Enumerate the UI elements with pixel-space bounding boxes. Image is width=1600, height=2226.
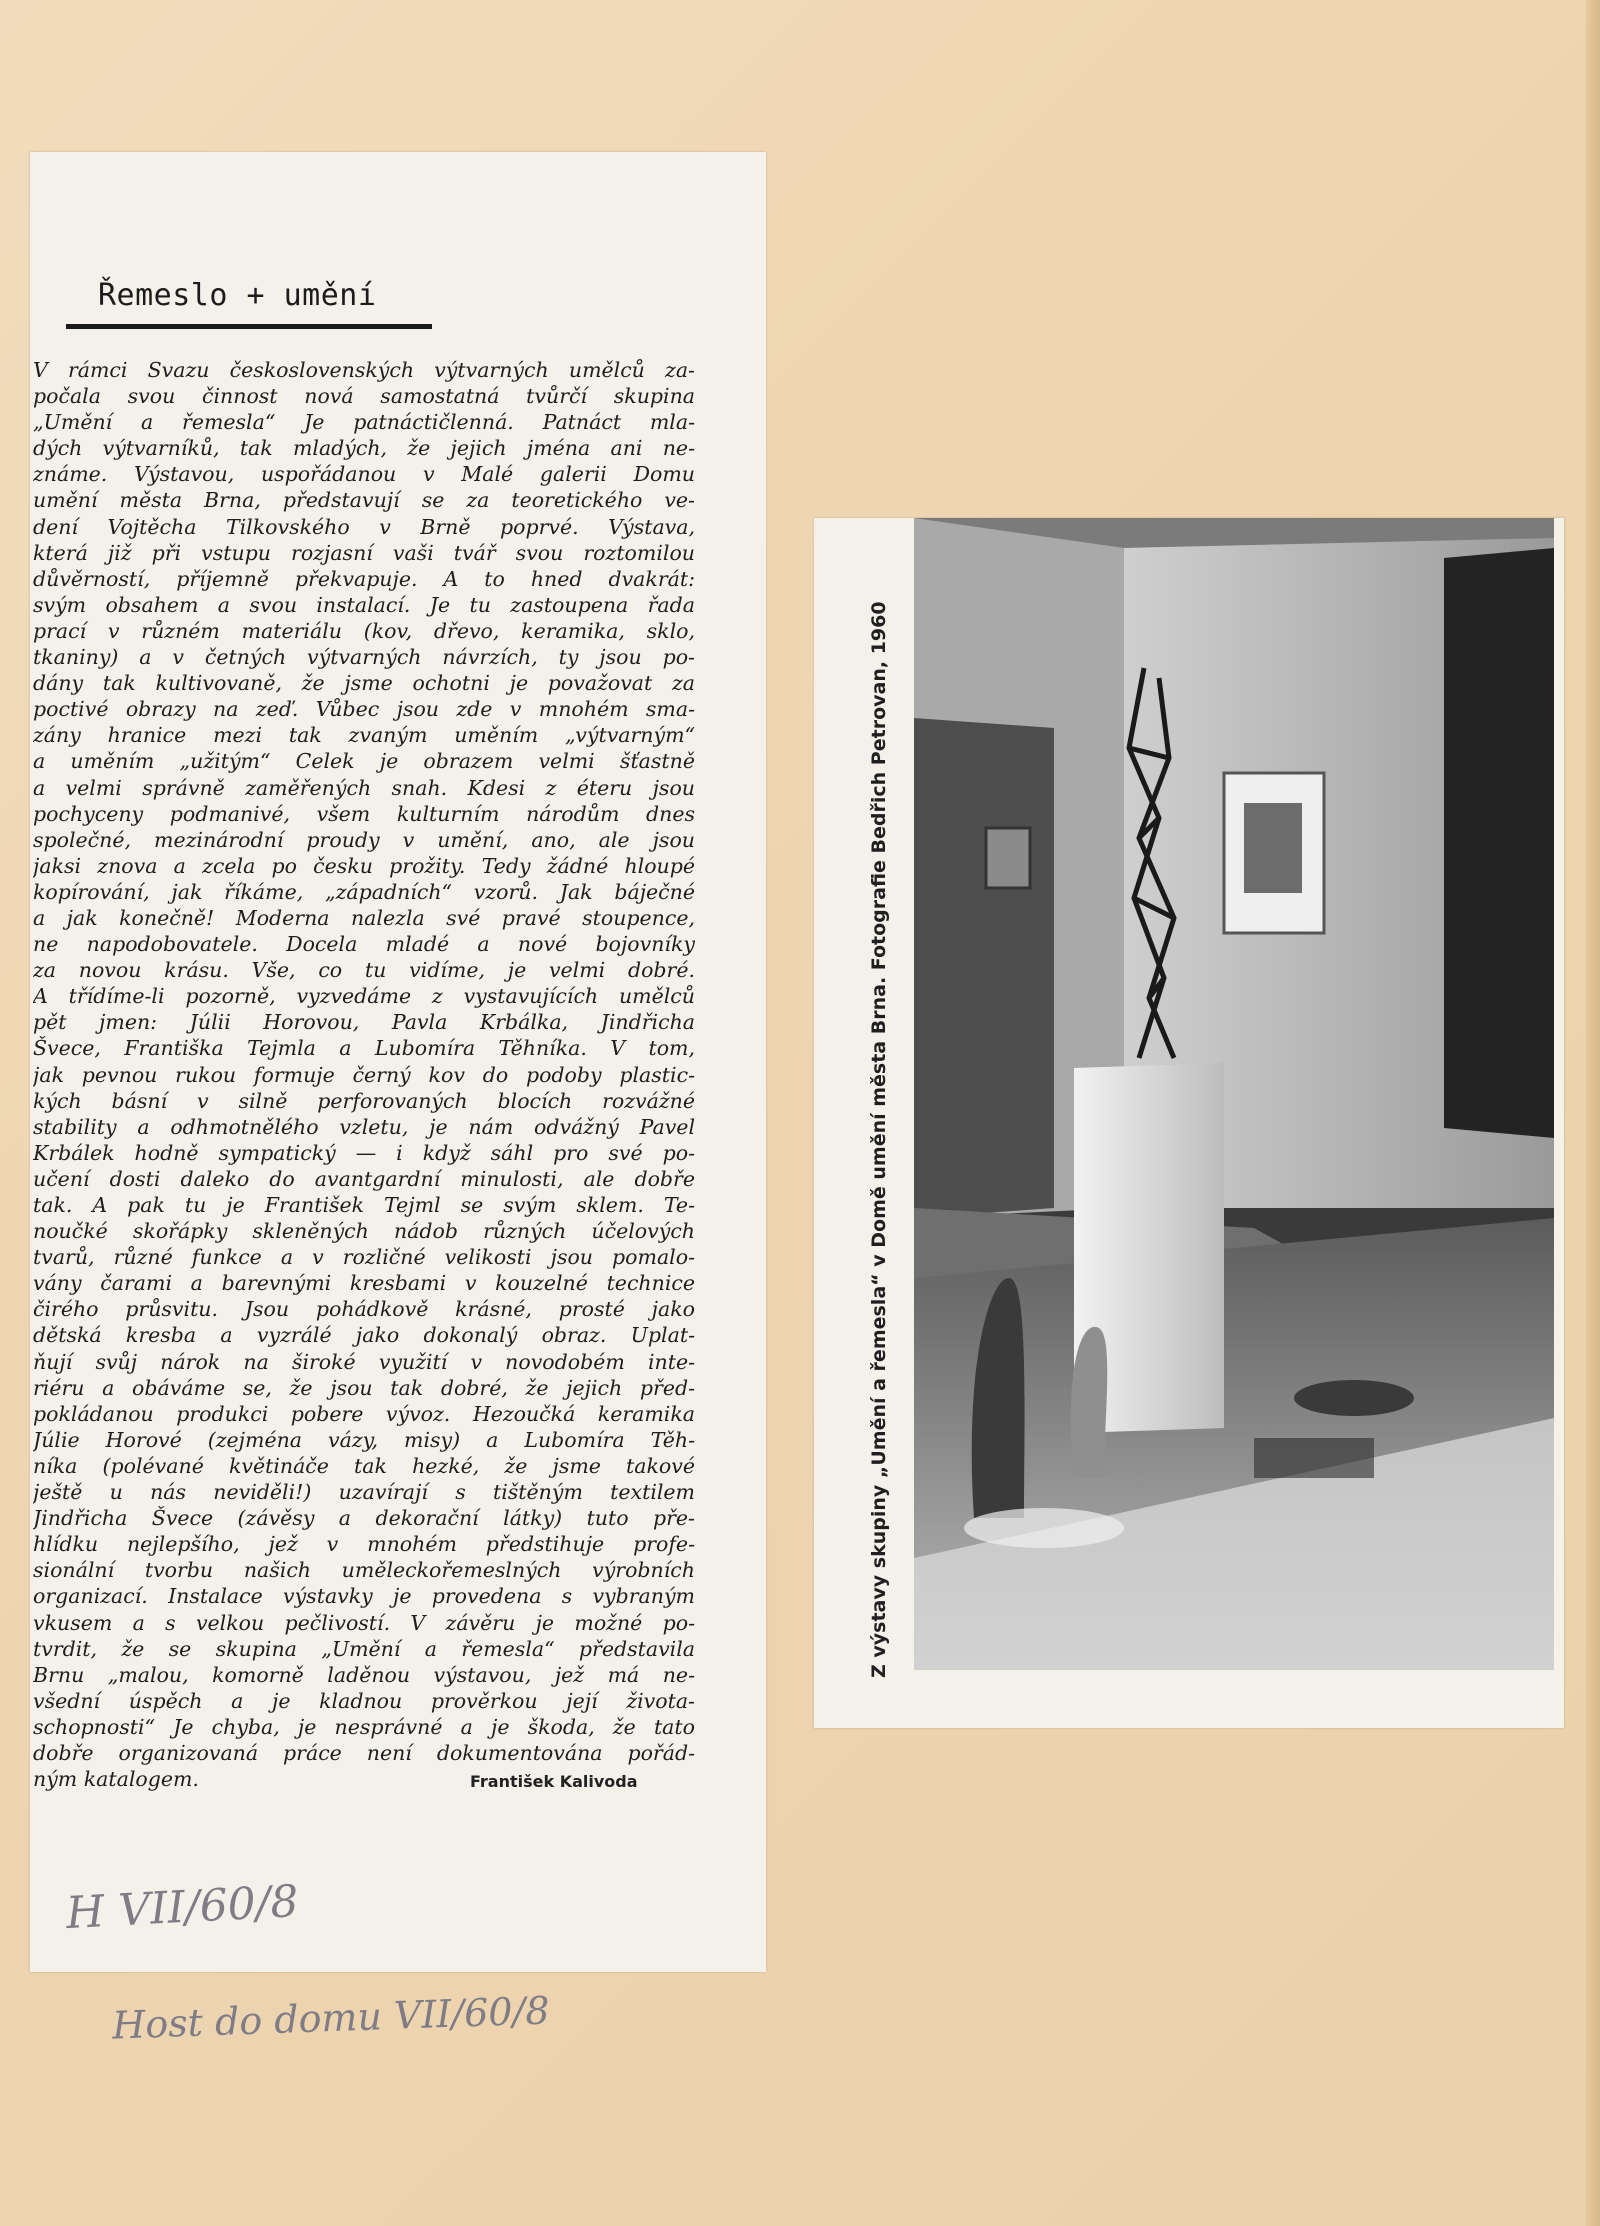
article-line: stability a odhmotnělého vzletu, je nám odvážný Pavel <box>33 1114 695 1139</box>
article-line: důvěrností, příjemně překvapuje. A to hned dvakrát: <box>33 566 695 591</box>
article-title: Řemeslo + umění <box>98 278 377 313</box>
article-line: ným katalogem. <box>33 1767 199 1792</box>
article-line: všední úspěch a je kladnou prověrkou její života- <box>33 1688 695 1713</box>
article-line: V rámci Svazu československých výtvarných umělců za- <box>33 358 695 382</box>
article-line: ještě u nás neviděli!) uzavírají s tištěným textilem <box>33 1480 695 1505</box>
article-line: tkaniny) a v četných výtvarných návrzích, ty jsou po- <box>33 645 695 670</box>
article-line: ňují svůj nárok na široké využití v novodobém inte- <box>33 1349 695 1374</box>
article-line: tvarů, různé funkce a v rozličné velikosti jsou pomalo- <box>33 1245 695 1270</box>
article-line: tvrdit, že se skupina „Umění a řemesla“ představila <box>33 1636 695 1661</box>
handwritten-clipping-note: H VII/60/8 <box>64 1875 300 1940</box>
article-line: „Umění a řemesla“ Je patnáctičlenná. Patnáct mla- <box>33 410 695 435</box>
article-line: A třídíme-li pozorně, vyzvedáme z vystavujících umělců <box>33 984 695 1009</box>
article-line: schopnosti“ Je chyba, je nesprávné a je škoda, že tato <box>33 1714 695 1739</box>
article-line: jaksi znova a zcela po česku prožity. Tedy žádné hloupé <box>33 853 695 878</box>
article-line: organizací. Instalace výstavky je provedena s vybraným <box>33 1584 695 1609</box>
article-line: Krbálek hodně sympatický — i když sáhl pro své po- <box>33 1140 695 1165</box>
article-line: prací v různém materiálu (kov, dřevo, keramika, sklo, <box>33 618 695 643</box>
exhibition-photo <box>914 518 1554 1670</box>
article-line: a jak konečně! Moderna nalezla své pravé stoupence, <box>33 905 695 930</box>
article-line: která již při vstupu rozjasní vaši tvář svou roztomilou <box>33 540 695 565</box>
article-line: dány tak kultivovaně, že jsme ochotni je považovat za <box>33 671 695 696</box>
article-line: pokládanou produkci pobere vývoz. Hezoučká keramika <box>33 1401 695 1426</box>
title-underline <box>66 324 432 329</box>
article-line: Jindřicha Švece (závěsy a dekorační látky) tuto pře- <box>33 1506 695 1531</box>
article-line: Brnu „malou, komorně laděnou výstavou, jež má ne- <box>33 1662 695 1687</box>
article-line: kopírování, jak říkáme, „západních“ vzorů. Jak báječné <box>33 879 695 904</box>
article-line: poctivé obrazy na zeď. Vůbec jsou zde v mnohém sma- <box>33 697 695 722</box>
article-line: učení dosti daleko do avantgardní minulosti, ale dobře <box>33 1166 695 1191</box>
article-line: počala svou činnost nová samostatná tvůrčí skupina <box>33 384 695 409</box>
article-line: umění města Brna, představují se za teoretického ve- <box>33 488 695 513</box>
article-line: dých výtvarníků, tak mladých, že jejich jména ani ne- <box>33 436 695 461</box>
article-line: Júlie Horové (zejména vázy, misy) a Lubomíra Těh- <box>33 1427 695 1452</box>
article-line: kých básní v silně perforovaných blocích rozvážné <box>33 1088 695 1113</box>
article-line: společné, mezinárodní proudy v umění, ano, ale jsou <box>33 827 695 852</box>
article-line: hlídku nejlepšího, jež v mnohém předstihuje profe- <box>33 1532 695 1557</box>
handwritten-page-note: Host do domu VII/60/8 <box>111 1988 551 2048</box>
article-line: níka (polévané květináče tak hezké, že jsme takové <box>33 1453 695 1478</box>
photo-clipping <box>814 518 1564 1728</box>
article-author: František Kalivoda <box>470 1772 638 1791</box>
article-line: zány hranice mezi tak zvaným uměním „výtvarným“ <box>33 723 695 748</box>
article-line: sionální tvorbu našich uměleckořemeslných výrobních <box>33 1558 695 1583</box>
article-line: svým obsahem a svou instalací. Je tu zastoupena řada <box>33 592 695 617</box>
article-line: a uměním „užitým“ Celek je obrazem velmi šťastně <box>33 749 695 774</box>
article-line: pět jmen: Júlii Horovou, Pavla Krbálka, Jindřicha <box>33 1010 695 1035</box>
article-line: jak pevnou rukou formuje černý kov do podoby plastic- <box>33 1062 695 1087</box>
exhibition-photo-image <box>914 518 1554 1670</box>
article-line: vkusem a s velkou pečlivostí. V závěru je možné po- <box>33 1610 695 1635</box>
article-line: za novou krásu. Vše, co tu vidíme, je velmi dobré. <box>33 958 695 983</box>
article-line: známe. Výstavou, uspořádanou v Malé galerii Domu <box>33 462 695 487</box>
article-line: vány čarami a barevnými kresbami v kouzelné technice <box>33 1271 695 1296</box>
article-line: tak. A pak tu je František Tejml se svým sklem. Te- <box>33 1193 695 1217</box>
article-line: noučké skořápky skleněných nádob různých účelových <box>33 1219 695 1244</box>
article-line: dení Vojtěcha Tilkovského v Brně poprvé. Výstava, <box>33 514 695 539</box>
article-line: dobře organizovaná práce není dokumentována pořád- <box>33 1740 695 1765</box>
article-body <box>33 357 695 1792</box>
article-line: pochyceny podmanivé, všem kulturním národům dnes <box>33 801 695 826</box>
article-line: dětská kresba a vyzrálé jako dokonalý obraz. Uplat- <box>33 1323 695 1348</box>
article-clipping <box>30 152 766 1972</box>
article-line: riéru a obáváme se, že jsou tak dobré, že jejich před- <box>33 1375 695 1400</box>
photo-caption: Z výstavy skupiny „Umění a řemesla“ v Domě umění města Brna. Fotografie Bedřich Petrovan, 1960 <box>868 601 890 1678</box>
article-line: čirého průsvitu. Jsou pohádkově krásné, prosté jako <box>33 1297 695 1322</box>
article-line: Švece, Františka Tejmla a Lubomíra Těhníka. V tom, <box>33 1036 695 1061</box>
article-line: ne napodobovatele. Docela mladé a nové bojovníky <box>33 932 695 957</box>
article-line: a velmi správně zaměřených snah. Kdesi z éteru jsou <box>33 775 695 800</box>
page-edge <box>1586 0 1600 2226</box>
